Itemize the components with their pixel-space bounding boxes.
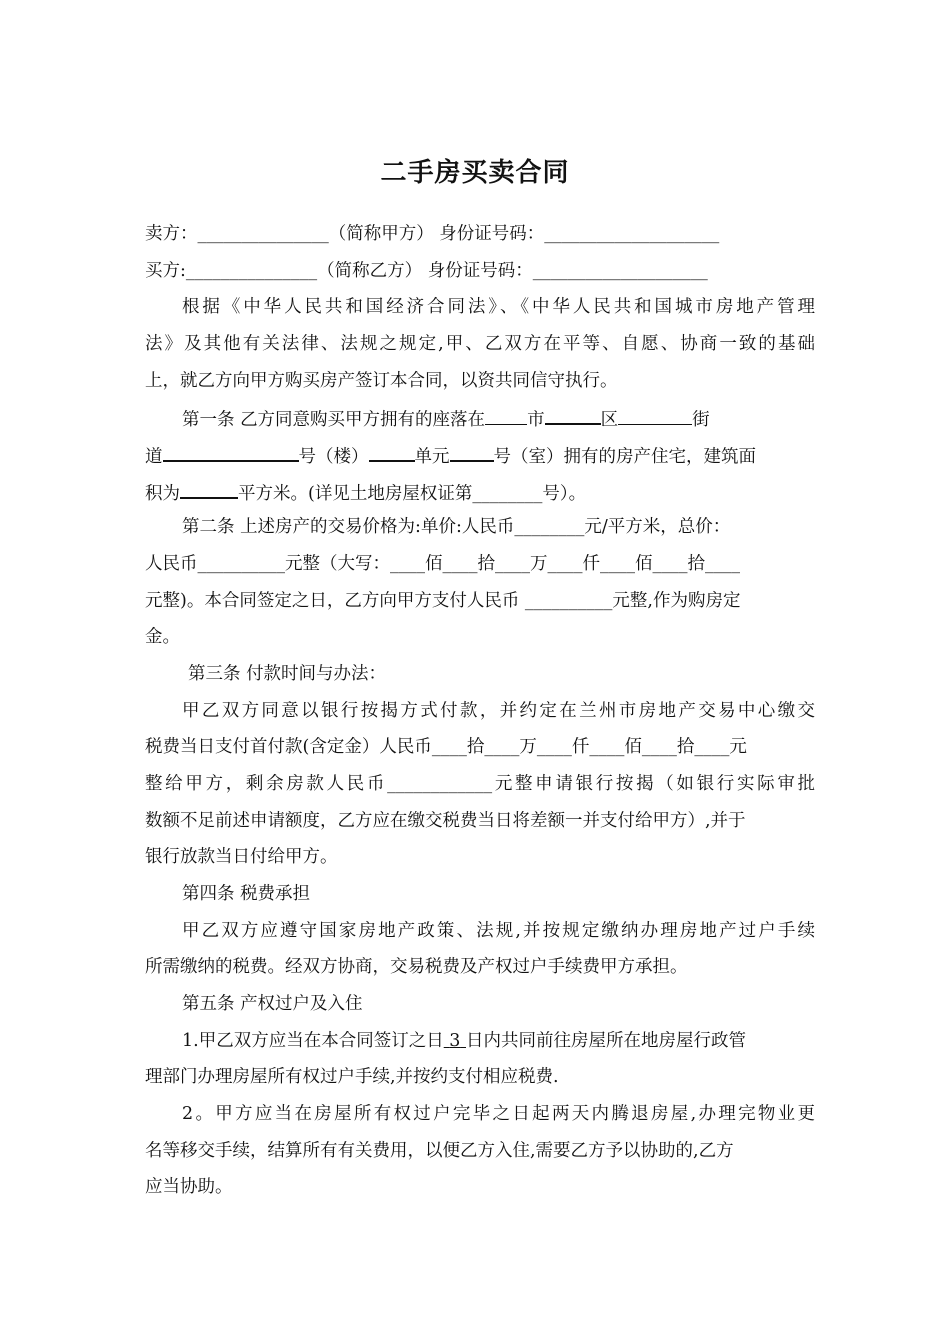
area-rest: 平方米。(详见土地房屋权证第________号）。 xyxy=(238,484,587,504)
area-blank xyxy=(180,479,238,499)
district-blank xyxy=(545,405,601,425)
building-label: 号（楼） xyxy=(298,447,369,467)
article3-line-2: 税费当日支付首付款(含定金）人民币____拾____万____仟____佰____拾____元 xyxy=(145,737,747,757)
road-blank xyxy=(163,442,299,462)
article5-heading: 第五条 产权过户及入住 xyxy=(182,994,363,1014)
article3-line-5: 银行放款当日付给甲方。 xyxy=(145,847,338,867)
article1-line-3 xyxy=(145,479,815,506)
article2-line-1: 第二条 上述房产的交易价格为:单价:人民币________元/平方米，总价： xyxy=(182,517,731,537)
contract-title: 二手房买卖合同 xyxy=(380,158,570,188)
article5-line-3: 2。甲方应当在房屋所有权过户完毕之日起两天内腾退房屋,办理完物业更 xyxy=(182,1104,815,1124)
days-value: 3 xyxy=(449,1031,461,1051)
article4-heading: 第四条 税费承担 xyxy=(182,884,311,904)
article1-intro: 第一条 乙方同意购买甲方拥有的座落在 xyxy=(182,410,486,430)
article2-line-4: 金。 xyxy=(145,627,180,647)
article5-line-2: 理部门办理房屋所有权过户手续,并按约支付相应税费. xyxy=(145,1067,559,1087)
preamble-line-2: 法》及其他有关法律、法规之规定,甲、乙双方在平等、自愿、协商一致的基础 xyxy=(145,334,815,354)
preamble-line-3: 上，就乙方向甲方购买房产签订本合同，以资共同信守执行。 xyxy=(145,371,618,391)
article3-line-1: 甲乙双方同意以银行按揭方式付款，并约定在兰州市房地产交易中心缴交 xyxy=(182,701,815,721)
article5-line-1 xyxy=(182,1029,815,1053)
street-label: 街 xyxy=(692,410,710,430)
city-blank xyxy=(485,406,527,425)
area-label: 积为 xyxy=(145,484,180,504)
article4-line-1: 甲乙双方应遵守国家房地产政策、法规,并按规定缴纳办理房地产过户手续 xyxy=(182,921,815,941)
district-label: 区 xyxy=(600,410,619,430)
article3-heading: 第三条 付款时间与办法： xyxy=(188,664,387,684)
article5-clause1-intro: 1.甲乙双方应当在本合同签订之日 xyxy=(182,1031,444,1051)
article1-line-1 xyxy=(182,405,815,432)
article3-line-3: 整给甲方，剩余房款人民币____________元整申请银行按揭（如银行实际审批 xyxy=(145,774,815,794)
article5-clause1-rest: 日内共同前往房屋所在地房屋行政管 xyxy=(466,1031,746,1051)
buyer-line: 买方:_______________（简称乙方） 身份证号码：____________________ xyxy=(145,261,708,281)
road-label: 道 xyxy=(145,447,163,467)
seller-line: 卖方：_______________（简称甲方） 身份证号码：____________________ xyxy=(145,224,720,244)
article1-line-2 xyxy=(145,442,815,469)
article5-line-4: 名等移交手续，结算所有有关费用，以便乙方入住,需要乙方予以协助的,乙方 xyxy=(145,1141,734,1161)
unit-label: 单元 xyxy=(414,447,450,467)
preamble-line-1: 根据《中华人民共和国经济合同法》、《中华人民共和国城市房地产管理 xyxy=(182,297,815,317)
article2-line-3: 元整)。本合同签定之日，乙方向甲方支付人民币 __________元整,作为购房定 xyxy=(145,591,741,611)
article5-line-5: 应当协助。 xyxy=(145,1177,233,1197)
room-blank xyxy=(450,442,494,462)
street-blank xyxy=(618,406,692,425)
unit-blank xyxy=(369,442,415,462)
article4-line-2: 所需缴纳的税费。经双方协商，交易税费及产权过户手续费甲方承担。 xyxy=(145,957,688,977)
room-label: 号（室）拥有的房产住宅，建筑面 xyxy=(493,447,756,467)
city-label: 市 xyxy=(527,410,545,430)
article3-line-4: 数额不足前述申请额度，乙方应在缴交税费当日将差额一并支付给甲方）,并于 xyxy=(145,811,746,831)
article2-line-2: 人民币__________元整（大写：____佰____拾____万____仟____佰____拾____ xyxy=(145,554,740,574)
